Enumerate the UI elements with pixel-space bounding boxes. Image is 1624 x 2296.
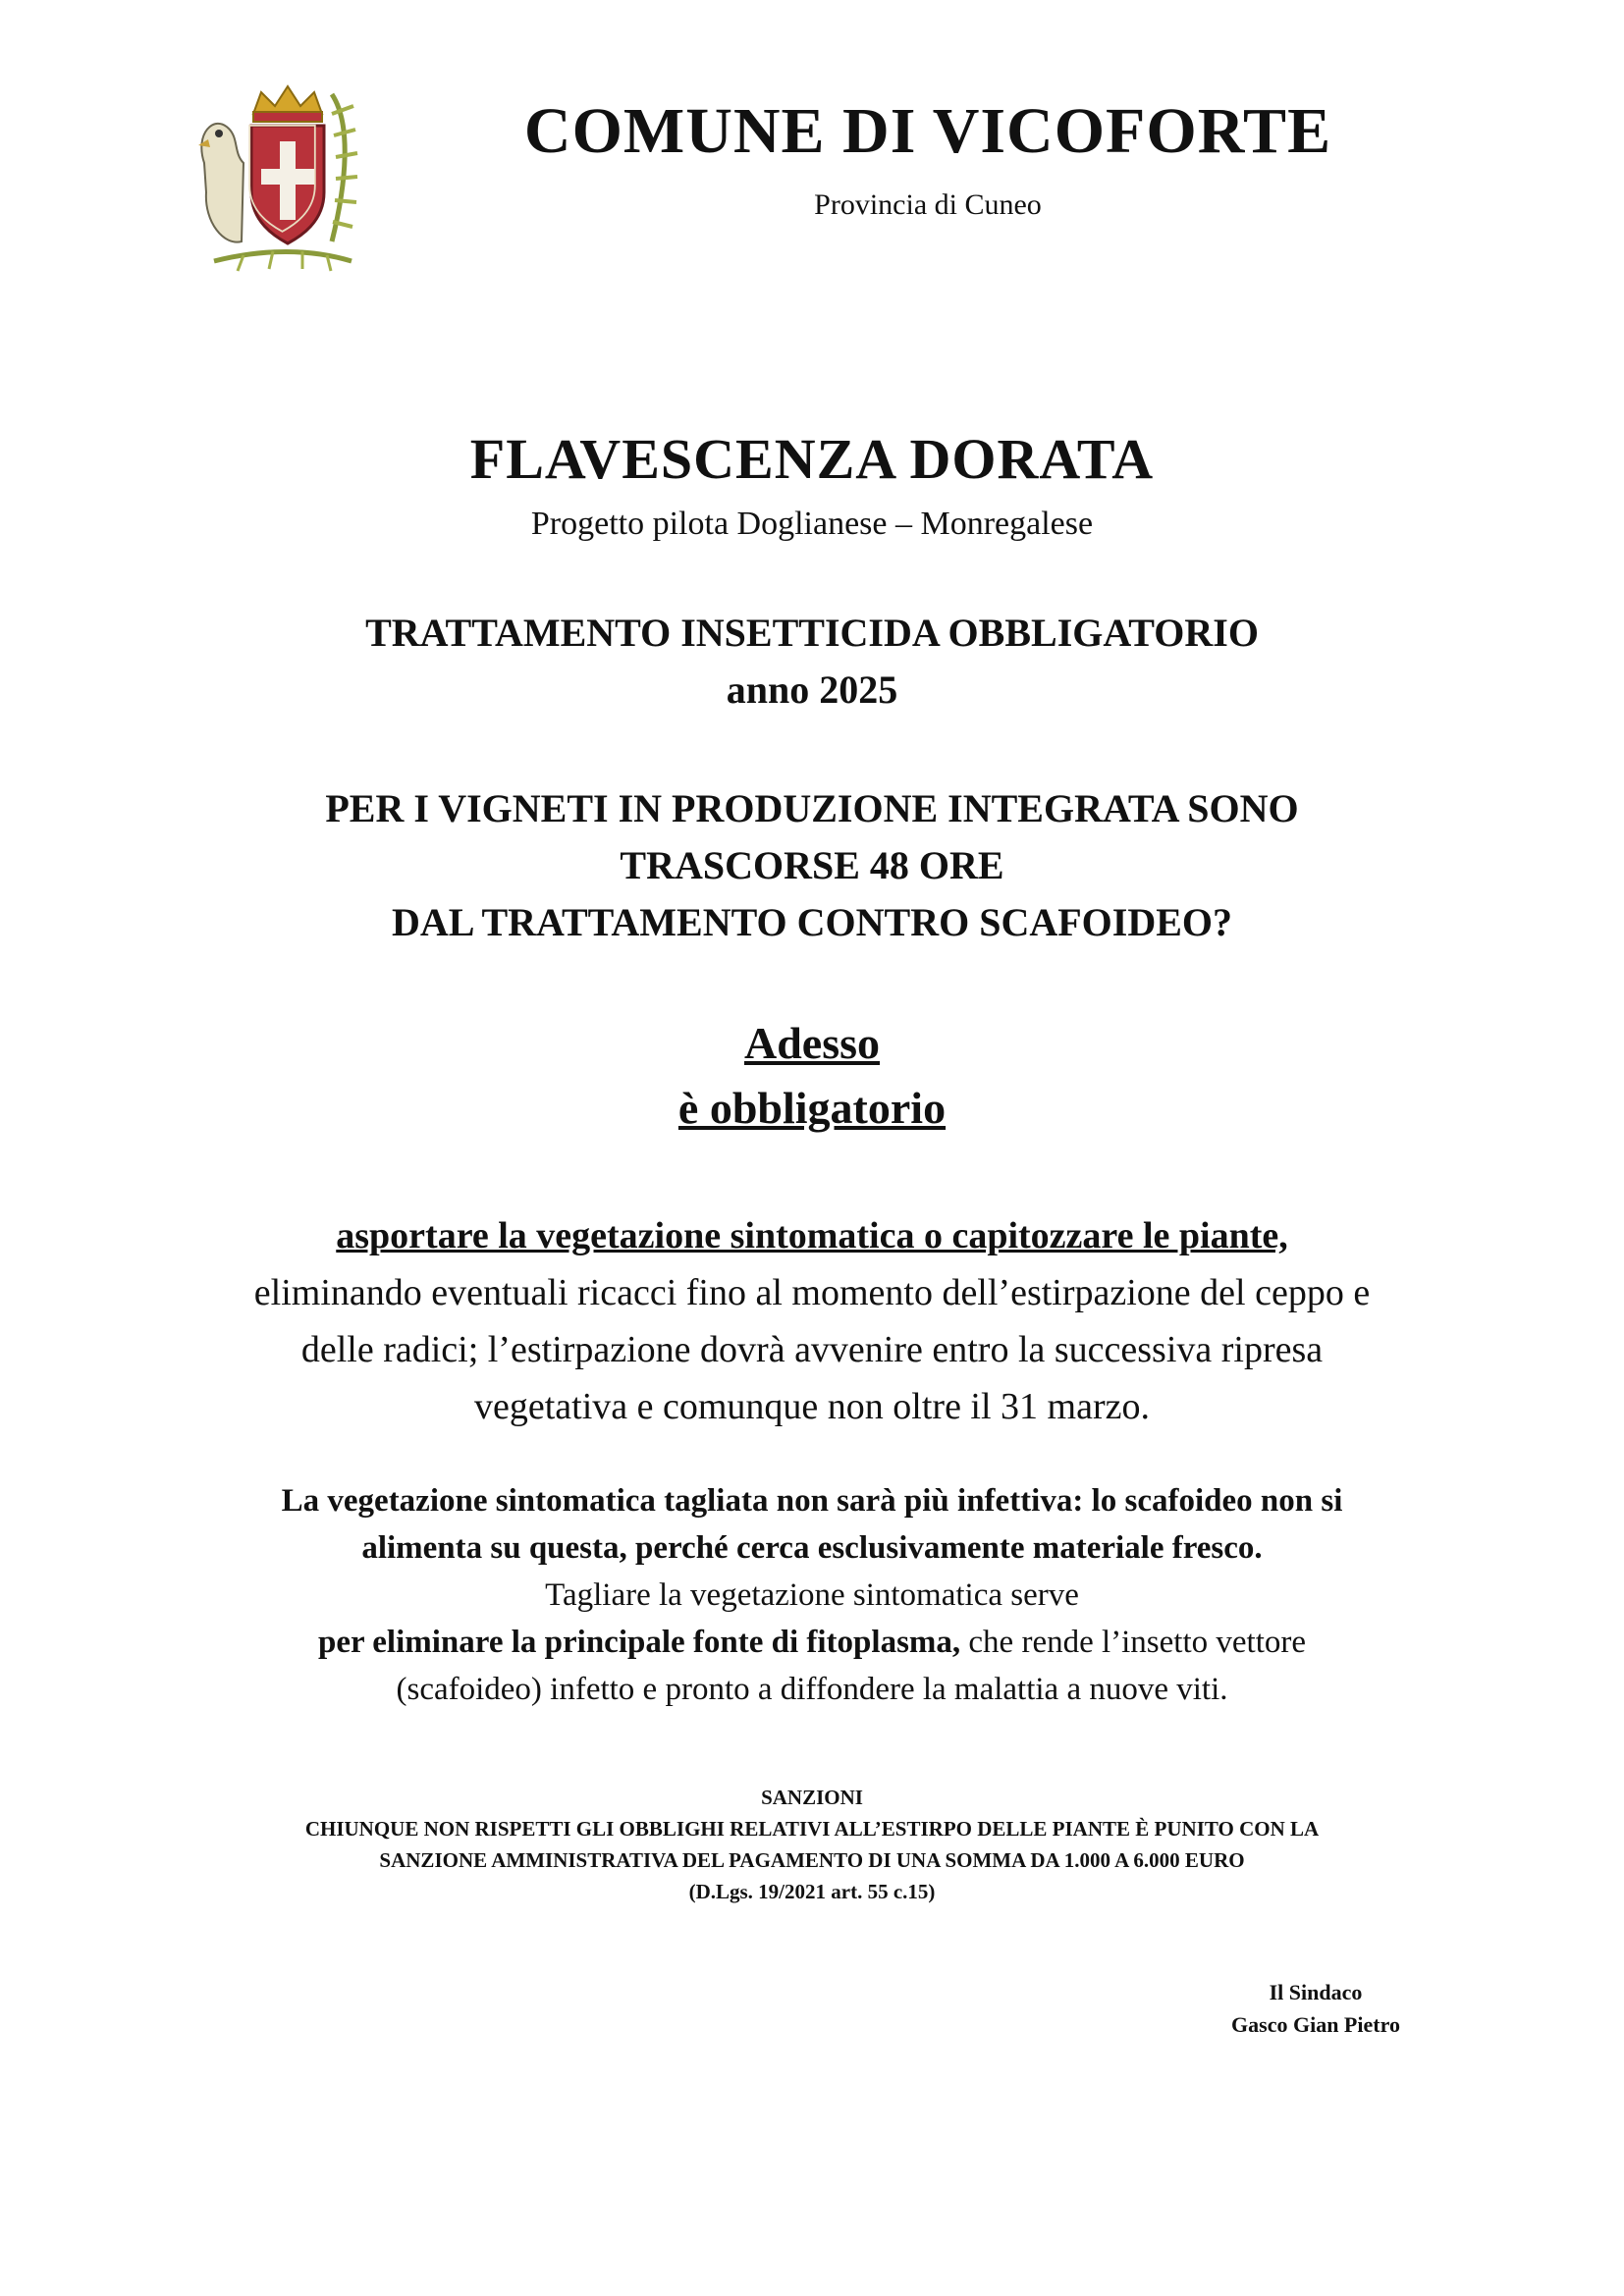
question-line-3: DAL TRATTAMENTO CONTRO SCAFOIDEO? (391, 900, 1233, 944)
obligation-line-3: vegetativa e comunque non oltre il 31 marzo. (474, 1386, 1150, 1427)
info-line-2: alimenta su questa, perché cerca esclusivamente materiale fresco. (361, 1530, 1263, 1566)
info-paragraph (79, 1477, 1545, 1713)
question-line-2: TRASCORSE 48 ORE (620, 843, 1004, 887)
document-title: FLAVESCENZA DORATA (469, 427, 1155, 491)
municipality-title: COMUNE DI VICOFORTE (523, 95, 1332, 167)
obligation-line-1: eliminando eventuali ricacci fino al momento dell’estirpazione del ceppo e (253, 1272, 1371, 1313)
obligation-heading: asportare la vegetazione sintomatica o capitozzare le piante, (336, 1215, 1288, 1256)
municipal-crest-icon (185, 75, 361, 279)
sanctions-heading: SANZIONI (761, 1786, 863, 1809)
info-line-4-rest: che rende l’insetto vettore (960, 1625, 1307, 1660)
info-line-5: (scafoideo) infetto e pronto a diffondere la malattia a nuove viti. (396, 1672, 1228, 1707)
adesso-line-1: Adesso (743, 1018, 881, 1068)
signature-role: Il Sindaco (1269, 1980, 1363, 2004)
treatment-heading (79, 605, 1545, 719)
sanctions-line-2: SANZIONE AMMINISTRATIVA DEL PAGAMENTO DI UNA SOMMA DA 1.000 A 6.000 EURO (379, 1848, 1245, 1872)
project-subtitle: Progetto pilota Doglianese – Monregalese (530, 506, 1094, 542)
adesso-heading (79, 1011, 1545, 1141)
info-line-3: Tagliare la vegetazione sintomatica serve (545, 1577, 1079, 1613)
signature-block (1159, 1976, 1473, 2041)
info-line-4-bold: per eliminare la principale fonte di fitoplasma, (317, 1625, 961, 1660)
adesso-line-2: è obbligatorio (677, 1083, 947, 1133)
info-line-1: La vegetazione sintomatica tagliata non sarà più infettiva: lo scafoideo non si (281, 1483, 1343, 1519)
obligation-paragraph (79, 1207, 1545, 1435)
treatment-year: anno 2025 (726, 667, 898, 712)
sanctions-line-1: CHIUNQUE NON RISPETTI GLI OBBLIGHI RELATIVI ALL’ESTIRPO DELLE PIANTE È PUNITO CON LA (304, 1817, 1320, 1841)
question-line-1: PER I VIGNETI IN PRODUZIONE INTEGRATA SONO (325, 786, 1299, 830)
obligation-line-2: delle radici; l’estirpazione dovrà avvenire entro la successiva ripresa (300, 1329, 1324, 1370)
signature-name: Gasco Gian Pietro (1231, 2012, 1400, 2037)
sanctions-block (79, 1782, 1545, 1907)
province-label: Provincia di Cuneo (814, 188, 1042, 221)
treatment-line: TRATTAMENTO INSETTICIDA OBBLIGATORIO (365, 611, 1259, 655)
sanctions-line-3: (D.Lgs. 19/2021 art. 55 c.15) (688, 1880, 936, 1903)
question-heading (79, 780, 1545, 951)
info-line-4 (79, 1619, 1545, 1666)
